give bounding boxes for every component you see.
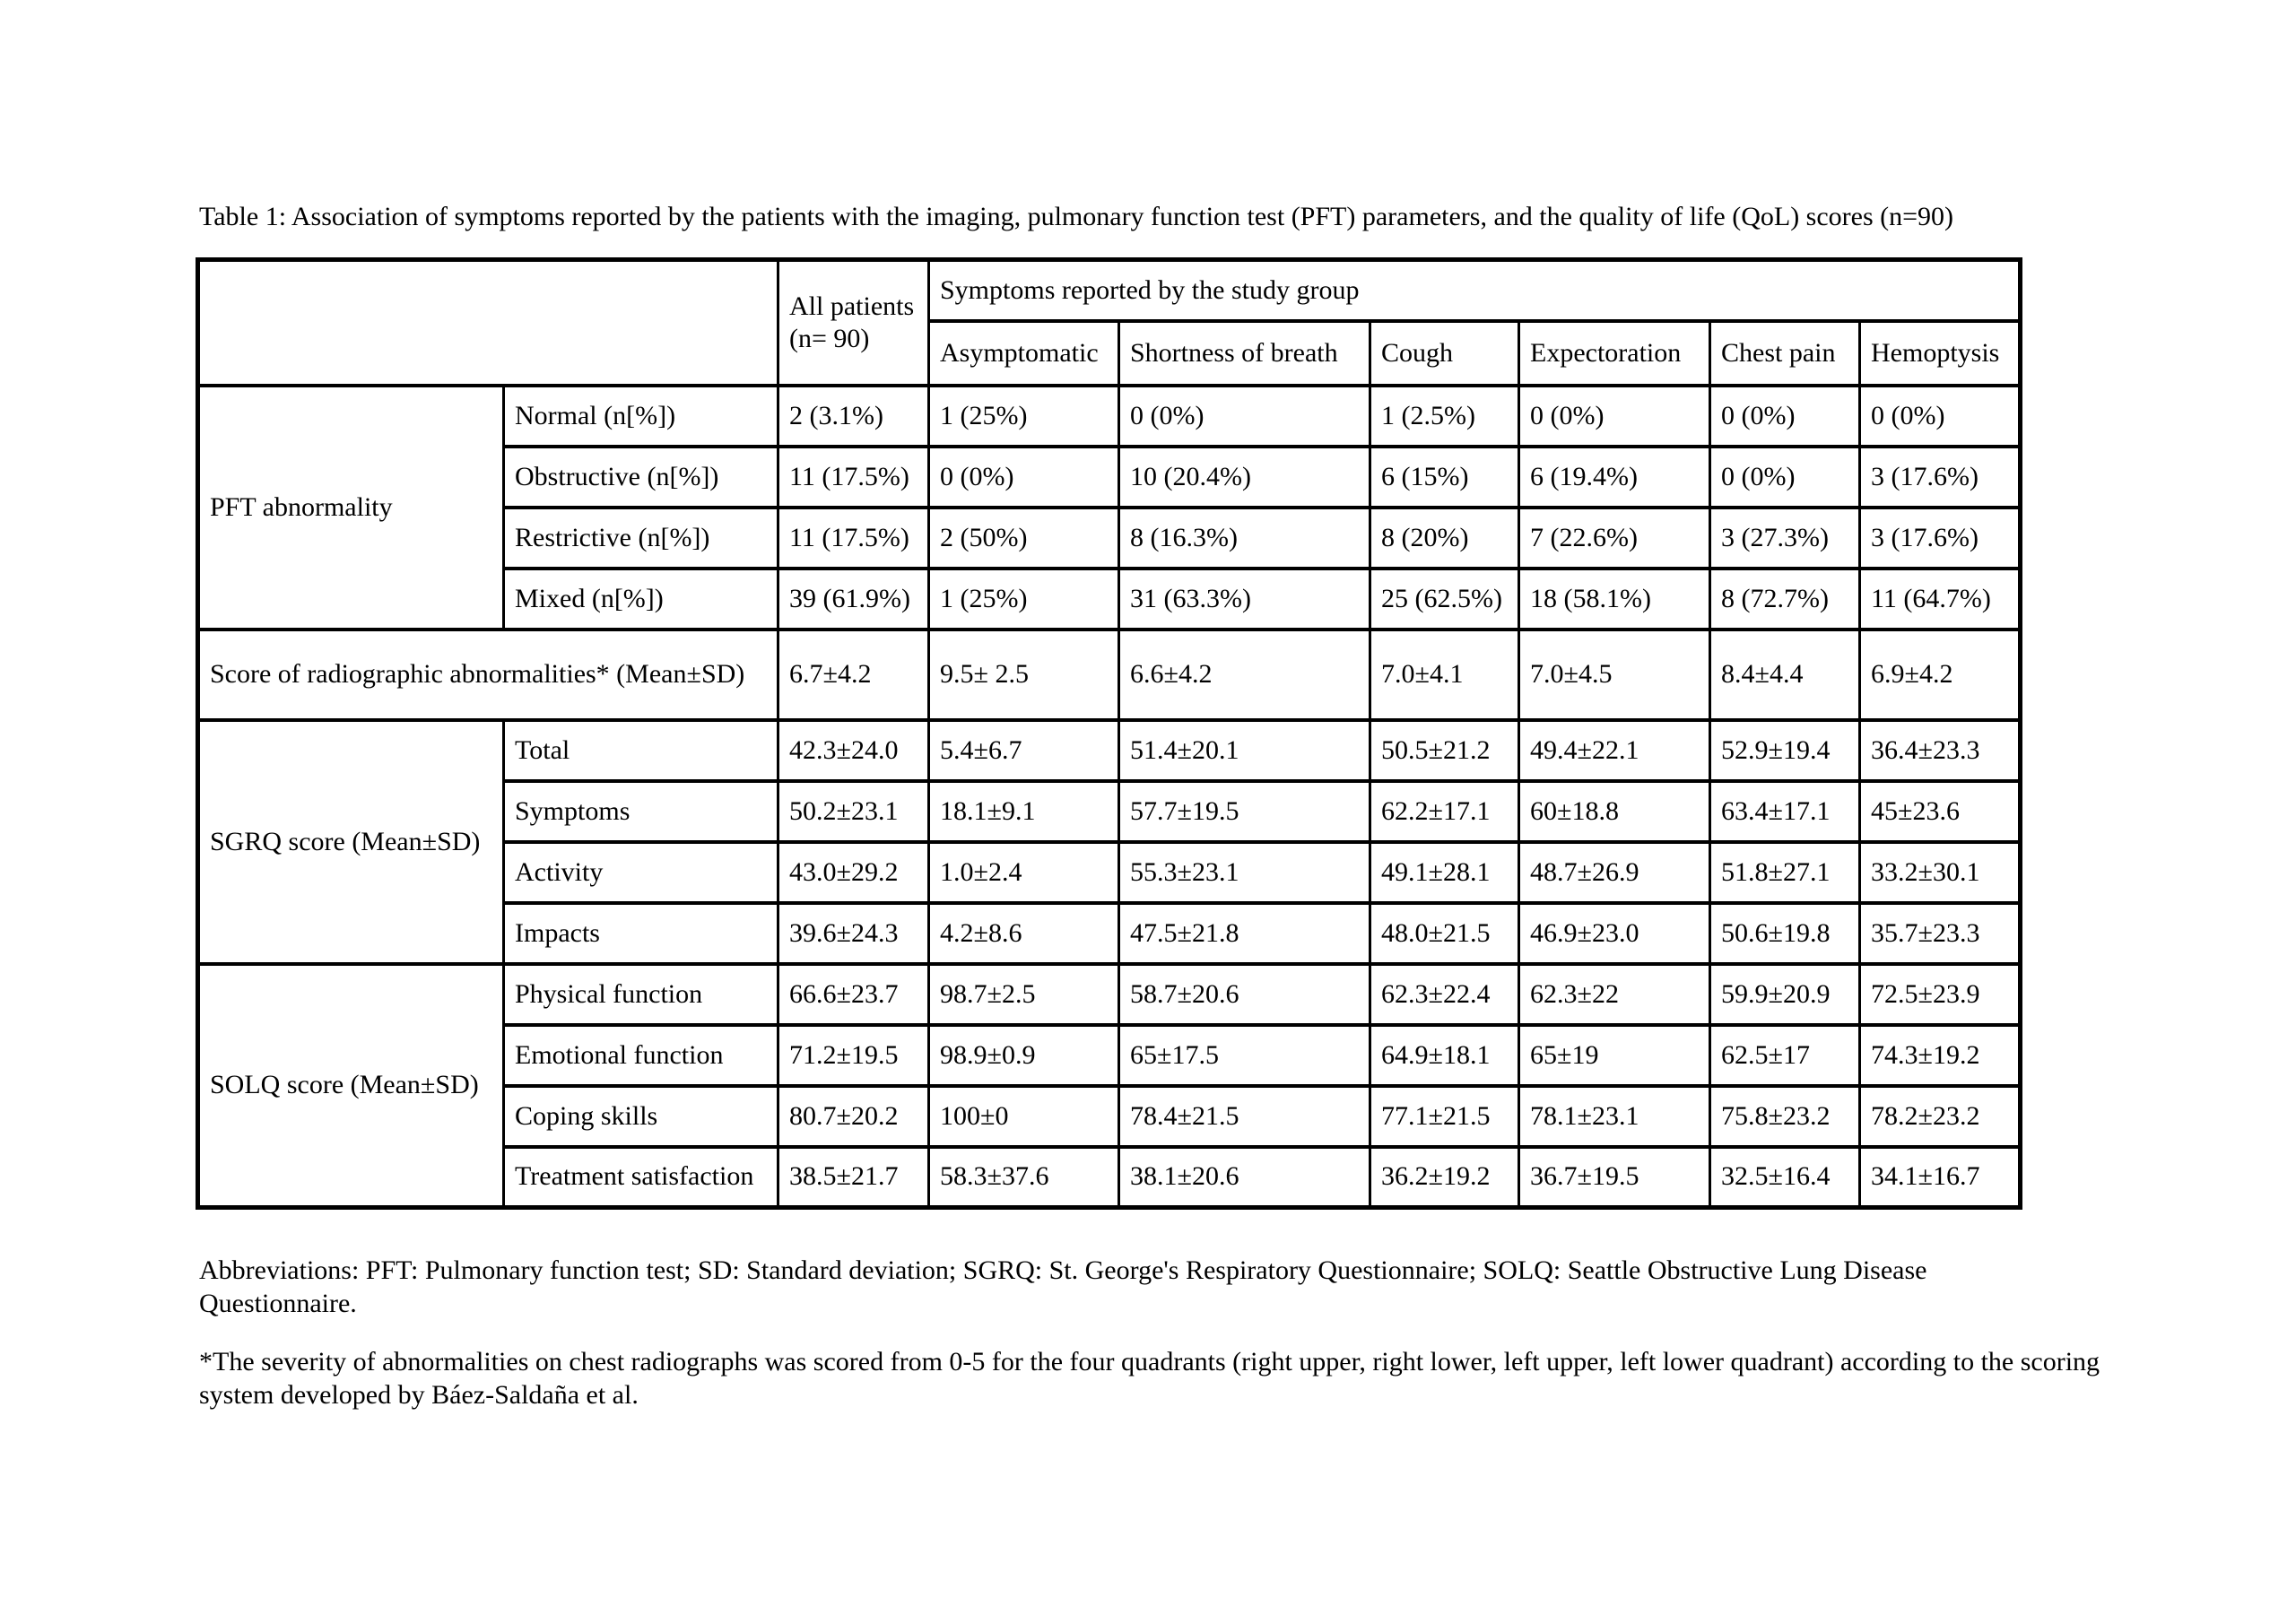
cell-value: 58.3±37.6 <box>929 1147 1119 1208</box>
table-caption: Table 1: Association of symptoms reported by the patients with the imaging, pulmonary function test (PFT) parameters, and the quality of life (QoL) scores (n=90) <box>199 202 1954 231</box>
cell-value: 18 (58.1%) <box>1519 569 1710 630</box>
cell-value: 43.0±29.2 <box>778 842 929 903</box>
cell-value: 31 (63.3%) <box>1119 569 1370 630</box>
cell-value: 39.6±24.3 <box>778 903 929 964</box>
cell-value: 35.7±23.3 <box>1860 903 2021 964</box>
cell-value: 62.3±22.4 <box>1370 964 1519 1025</box>
cell-value: 63.4±17.1 <box>1710 781 1860 842</box>
cell-value: 6.9±4.2 <box>1860 630 2021 720</box>
footnote-scoring: *The severity of abnormalities on chest radiographs was scored from 0-5 for the four quadrants (right upper, right lower, left upper, left lower quadrant) according to the scoring system developed by Báez-Saldaña et al. <box>199 1347 2100 1410</box>
cell-value: 48.7±26.9 <box>1519 842 1710 903</box>
cell-value: 75.8±23.2 <box>1710 1086 1860 1147</box>
row-label: Normal (n[%]) <box>504 386 778 447</box>
cell-value: 8 (16.3%) <box>1119 508 1370 569</box>
cell-value: 62.3±22 <box>1519 964 1710 1025</box>
cell-value: 7.0±4.5 <box>1519 630 1710 720</box>
cell-value: 98.7±2.5 <box>929 964 1119 1025</box>
column-header-chest-pain: Chest pain <box>1710 321 1860 386</box>
row-label: Total <box>504 720 778 781</box>
cell-value: 78.2±23.2 <box>1860 1086 2021 1147</box>
cell-value: 52.9±19.4 <box>1710 720 1860 781</box>
cell-value: 48.0±21.5 <box>1370 903 1519 964</box>
cell-value: 49.4±22.1 <box>1519 720 1710 781</box>
cell-value: 78.1±23.1 <box>1519 1086 1710 1147</box>
cell-value: 80.7±20.2 <box>778 1086 929 1147</box>
cell-value: 50.6±19.8 <box>1710 903 1860 964</box>
cell-value: 98.9±0.9 <box>929 1025 1119 1086</box>
cell-value: 11 (17.5%) <box>778 508 929 569</box>
cell-value: 2 (50%) <box>929 508 1119 569</box>
cell-value: 5.4±6.7 <box>929 720 1119 781</box>
cell-value: 65±19 <box>1519 1025 1710 1086</box>
cell-value: 9.5± 2.5 <box>929 630 1119 720</box>
cell-value: 7.0±4.1 <box>1370 630 1519 720</box>
cell-value: 36.2±19.2 <box>1370 1147 1519 1208</box>
cell-value: 58.7±20.6 <box>1119 964 1370 1025</box>
row-label: Symptoms <box>504 781 778 842</box>
cell-value: 100±0 <box>929 1086 1119 1147</box>
cell-value: 11 (17.5%) <box>778 447 929 508</box>
data-table <box>196 257 2022 1210</box>
cell-value: 59.9±20.9 <box>1710 964 1860 1025</box>
cell-value: 62.5±17 <box>1710 1025 1860 1086</box>
section-label-solq: SOLQ score (Mean±SD) <box>198 964 504 1208</box>
cell-value: 71.2±19.5 <box>778 1025 929 1086</box>
table-row <box>198 630 2021 720</box>
footnote-abbreviations: Abbreviations: PFT: Pulmonary function test; SD: Standard deviation; SGRQ: St. George's Respiratory Questionnaire; SOLQ: Seattle Obstructive Lung Disease Questionnaire. <box>199 1255 1927 1318</box>
cell-value: 6.6±4.2 <box>1119 630 1370 720</box>
cell-value: 6 (19.4%) <box>1519 447 1710 508</box>
column-header-expectoration: Expectoration <box>1519 321 1710 386</box>
cell-value: 18.1±9.1 <box>929 781 1119 842</box>
cell-value: 50.5±21.2 <box>1370 720 1519 781</box>
row-label-radiographic-score: Score of radiographic abnormalities* (Mean±SD) <box>198 630 778 720</box>
cell-value: 7 (22.6%) <box>1519 508 1710 569</box>
cell-value: 66.6±23.7 <box>778 964 929 1025</box>
cell-value: 32.5±16.4 <box>1710 1147 1860 1208</box>
row-label: Obstructive (n[%]) <box>504 447 778 508</box>
cell-value: 34.1±16.7 <box>1860 1147 2021 1208</box>
cell-value: 6.7±4.2 <box>778 630 929 720</box>
cell-value: 0 (0%) <box>1119 386 1370 447</box>
cell-value: 0 (0%) <box>1710 447 1860 508</box>
cell-value: 1 (25%) <box>929 569 1119 630</box>
row-label: Physical function <box>504 964 778 1025</box>
cell-value: 77.1±21.5 <box>1370 1086 1519 1147</box>
cell-value: 0 (0%) <box>929 447 1119 508</box>
cell-value: 3 (27.3%) <box>1710 508 1860 569</box>
cell-value: 42.3±24.0 <box>778 720 929 781</box>
cell-value: 50.2±23.1 <box>778 781 929 842</box>
cell-value: 38.5±21.7 <box>778 1147 929 1208</box>
cell-value: 4.2±8.6 <box>929 903 1119 964</box>
row-label: Restrictive (n[%]) <box>504 508 778 569</box>
cell-value: 8.4±4.4 <box>1710 630 1860 720</box>
header-all-patients: All patients (n= 90) <box>778 260 929 386</box>
cell-value: 10 (20.4%) <box>1119 447 1370 508</box>
cell-value: 25 (62.5%) <box>1370 569 1519 630</box>
column-header-asymptomatic: Asymptomatic <box>929 321 1119 386</box>
cell-value: 0 (0%) <box>1519 386 1710 447</box>
cell-value: 39 (61.9%) <box>778 569 929 630</box>
cell-value: 11 (64.7%) <box>1860 569 2021 630</box>
table-row <box>198 964 2021 1025</box>
cell-value: 60±18.8 <box>1519 781 1710 842</box>
cell-value: 6 (15%) <box>1370 447 1519 508</box>
cell-value: 36.4±23.3 <box>1860 720 2021 781</box>
row-label: Mixed (n[%]) <box>504 569 778 630</box>
cell-value: 0 (0%) <box>1860 386 2021 447</box>
cell-value: 1.0±2.4 <box>929 842 1119 903</box>
cell-value: 57.7±19.5 <box>1119 781 1370 842</box>
row-label: Activity <box>504 842 778 903</box>
cell-value: 62.2±17.1 <box>1370 781 1519 842</box>
column-header-hemoptysis: Hemoptysis <box>1860 321 2021 386</box>
section-label-sgrq: SGRQ score (Mean±SD) <box>198 720 504 964</box>
column-header-cough: Cough <box>1370 321 1519 386</box>
header-symptoms-group: Symptoms reported by the study group <box>929 260 2021 321</box>
cell-value: 46.9±23.0 <box>1519 903 1710 964</box>
column-header-shortness-of-breath: Shortness of breath <box>1119 321 1370 386</box>
row-label: Treatment satisfaction <box>504 1147 778 1208</box>
cell-value: 72.5±23.9 <box>1860 964 2021 1025</box>
header-corner-cell <box>198 260 778 386</box>
cell-value: 51.8±27.1 <box>1710 842 1860 903</box>
cell-value: 3 (17.6%) <box>1860 508 2021 569</box>
cell-value: 36.7±19.5 <box>1519 1147 1710 1208</box>
cell-value: 74.3±19.2 <box>1860 1025 2021 1086</box>
cell-value: 3 (17.6%) <box>1860 447 2021 508</box>
cell-value: 65±17.5 <box>1119 1025 1370 1086</box>
table-row <box>198 720 2021 781</box>
row-label: Emotional function <box>504 1025 778 1086</box>
table-row <box>198 386 2021 447</box>
cell-value: 2 (3.1%) <box>778 386 929 447</box>
cell-value: 55.3±23.1 <box>1119 842 1370 903</box>
cell-value: 1 (2.5%) <box>1370 386 1519 447</box>
cell-value: 49.1±28.1 <box>1370 842 1519 903</box>
section-label-pft: PFT abnormality <box>198 386 504 630</box>
cell-value: 0 (0%) <box>1710 386 1860 447</box>
cell-value: 45±23.6 <box>1860 781 2021 842</box>
cell-value: 8 (20%) <box>1370 508 1519 569</box>
row-label: Impacts <box>504 903 778 964</box>
cell-value: 51.4±20.1 <box>1119 720 1370 781</box>
cell-value: 33.2±30.1 <box>1860 842 2021 903</box>
cell-value: 47.5±21.8 <box>1119 903 1370 964</box>
cell-value: 8 (72.7%) <box>1710 569 1860 630</box>
cell-value: 64.9±18.1 <box>1370 1025 1519 1086</box>
cell-value: 1 (25%) <box>929 386 1119 447</box>
row-label: Coping skills <box>504 1086 778 1147</box>
cell-value: 78.4±21.5 <box>1119 1086 1370 1147</box>
cell-value: 38.1±20.6 <box>1119 1147 1370 1208</box>
